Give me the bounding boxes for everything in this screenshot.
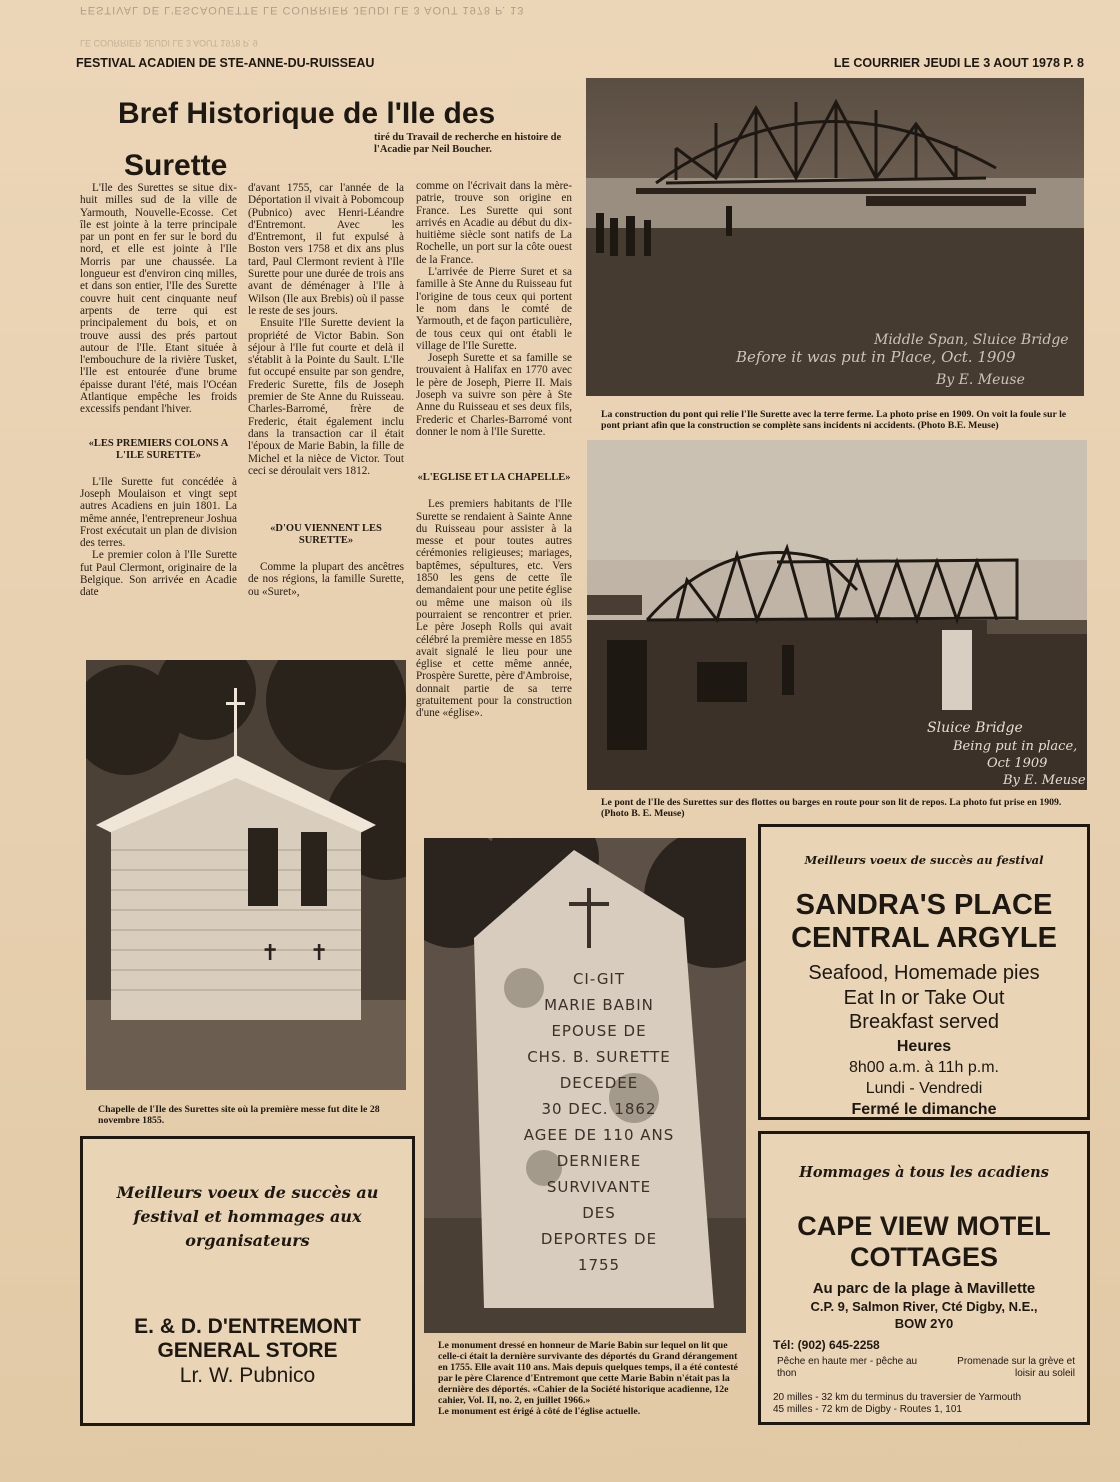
monument-inscription-line: CI-GIT — [572, 970, 626, 988]
bridge-photo-illustration — [586, 78, 1084, 396]
paragraph: Le premier colon à l'Ile Surette fut Paul Clermont, originaire de la Belgique. Son arrivée en Acadie date — [80, 549, 237, 599]
monument-inscription-line: DERNIERE — [556, 1152, 642, 1170]
bleed-through-text: FESTIVAL DE L'ESCAOUETTE LE COURRIER JEUDI LE 3 AOUT 1978 P. 13 — [80, 4, 525, 16]
bridge-construction-photo — [586, 78, 1084, 396]
monument-inscription-line: AGEE DE 110 ANS — [523, 1126, 675, 1144]
page-header-date: LE COURRIER JEUDI LE 3 AOUT 1978 P. 8 — [833, 56, 1084, 70]
photo-handwriting: Oct 1909 — [987, 756, 1048, 771]
monument-inscription-line: SURVIVANTE — [546, 1178, 652, 1196]
paragraph: Joseph Surette et sa famille se trouvaient à Halifax en 1770 avec le père de Joseph, Pierre II. Mais Joseph va suivre son père à Ste Anne du Ruisseau et ses deux fils, Frederic et Charles-Barromé vont donner le nom à l'Ile Surette. — [416, 352, 572, 438]
title-line-2: Surette — [124, 149, 228, 182]
photo-handwriting: By E. Meuse — [936, 372, 1025, 388]
monument-caption — [438, 1340, 748, 1417]
paragraph: L'Ile Surette fut concédée à Joseph Moulaison et vingt sept autres Acadiens en juin 1801. La même année, l'entrepreneur Joshua Frost exécutait un plan de division des terres. — [80, 475, 237, 550]
monument-inscription-line: CHS. B. SURETTE — [527, 1048, 671, 1066]
ad-store-name-line2: GENERAL STORE — [157, 1339, 338, 1362]
ad-business-name-line1: SANDRA'S PLACE — [795, 889, 1053, 921]
paragraph: L'Ile des Surettes se situe dix-huit milles sud de la ville de Yarmouth, Nouvelle-Ecosse. Cet île est jointe à la terre principale par un pont en fer sur le bord du nord, et elle est jointe à l'Ile Morris par une chaussée. La longueur est d'environ cinq milles, et dans son entier, l'Ile des Surette couvre huit cent cinquante neuf arpents de terre qui est principalement du bois, et on trouve aussi des prés partout autour de l'Ile. Etant située à l'embouchure de la rivière Tusket, l'Ile est entourée d'une brume épaisse durant l'été, mais l'Océan Atlantique empêche les froids excessifs pendant l'hiver. — [80, 182, 237, 416]
chapel-photo — [86, 660, 406, 1090]
monument-photo — [424, 838, 746, 1333]
chapel-caption: Chapelle de l'Ile des Surettes site où la première messe fut dite le 28 novembre 1855. — [98, 1104, 380, 1126]
ad-greeting: Meilleurs voeux de succès au festival et hommages aux organisateurs — [116, 1183, 379, 1250]
paragraph: Ensuite l'Ile Surette devient la propriété de Victor Babin. Son séjour à l'Ile fut courte et delà il s'établit à la Pointe du Sault. L'Ile fut occupé ensuite par son gendre, Frederic Surette, fils de Joseph premier de Ste Anne du Ruisseau. Charles-Barromé, frère de Frederic, était également inclu dans la transaction car il était l'époux de Marie Babin, la fille de Michel et la nièce de Victor. Tout ceci se déroulait vers 1812. — [248, 317, 404, 477]
ad-note-left: Pêche en haute mer - pêche au thon — [777, 1356, 918, 1379]
title-line-1: Bref Historique de l'Ile des — [118, 97, 496, 130]
ad-line: C.P. 9, Salmon River, Cté Digby, N.E., — [810, 1299, 1038, 1314]
svg-text:✝: ✝ — [310, 941, 329, 966]
subheading: «L'EGLISE ET LA CHAPELLE» — [417, 472, 571, 484]
chapel-illustration — [86, 660, 406, 1090]
bridge-barge-caption: Le pont de l'Ile des Surettes sur des flottes ou barges en route pour son lit de repos. La photo fut prise en 1909. (Photo B. E. Meuse) — [601, 797, 1062, 819]
subheading: «LES PREMIERS COLONS A L'ILE SURETTE» — [88, 437, 229, 461]
ad-store-name-line1: E. & D. D'ENTREMONT — [134, 1315, 361, 1338]
ad-line: Seafood, Homemade pies — [808, 962, 1040, 984]
ad-days: Lundi - Vendredi — [865, 1080, 983, 1097]
monument-inscription-line: EPOUSE DE — [551, 1022, 647, 1040]
monument-inscription-line: 1755 — [577, 1256, 621, 1274]
paragraph: d'avant 1755, car l'année de la Déportation il vivait à Pobomcoup (Pubnico) avec Henri-Léandre d'Entremont. Avec les d'Entremont, il fut expulsé à Boston vers 1758 et dix ans plus tard, Paul Clermont revient à l'Ile Surette pour une durée de trois ans avant de déménager à l'Ile à Wilson (Ile aux Brebis) où il passe le reste de ses jours. — [248, 182, 404, 317]
monument-inscription-line: DES — [582, 1204, 616, 1222]
article-column-2 — [248, 182, 404, 598]
ad-line: Eat In or Take Out — [843, 987, 1005, 1009]
ad-hours-label: Heures — [896, 1038, 952, 1055]
ad-dentremont-general-store — [80, 1136, 415, 1426]
monument-inscription-line: MARIE BABIN — [544, 996, 654, 1014]
monument-caption-text: Le monument dressé en honneur de Marie Babin sur lequel on lit que celle-ci était la dernière survivante des déportés du Grand dérangement en 1755. Elle avait 110 ans. Mais depuis quelques temps, il a été contesté par le père Clarence d'Entremont que cette Marie Babin n'était pas la dernière des déportés. «Cahier de la Société historique acadienne, 12e cahier, Vol. II, no. 2, en juillet 1966.» — [438, 1340, 738, 1406]
ad-business-name-line2: COTTAGES — [850, 1242, 998, 1272]
ad-greeting: Hommages à tous les acadiens — [799, 1164, 1049, 1181]
photo-handwriting: By E. Meuse — [1003, 773, 1086, 788]
photo-handwriting: Being put in place, — [953, 739, 1078, 754]
photo-handwriting: Sluice Bridge — [927, 720, 1023, 736]
bridge-photo-illustration — [587, 440, 1087, 790]
article-column-1 — [80, 182, 237, 599]
bleed-through-text-2: LE COURRIER JEUDI LE 3 AOUT 1978 P. 9 — [80, 38, 258, 48]
paragraph: comme on l'écrivait dans la mère-patrie, trouve son origine en France. Les Surette qui sont arrivés en Acadie au début du dix-huitième siècle sont natifs de La Rochelle, un port sur la côte ouest de la France. — [416, 180, 572, 266]
svg-text:✝: ✝ — [261, 941, 280, 966]
monument-inscription-line: DECEDEE — [559, 1074, 639, 1092]
monument-inscription — [494, 966, 704, 1278]
ad-line: Au parc de la plage à Mavillette — [812, 1280, 1036, 1297]
article-byline: tiré du Travail de recherche en histoire de l'Acadie par Neil Boucher. — [374, 132, 562, 155]
section-header: FESTIVAL ACADIEN DE STE-ANNE-DU-RUISSEAU — [76, 56, 375, 70]
ad-closed: Fermé le dimanche — [851, 1101, 997, 1118]
photo-handwriting: Before it was put in Place, Oct. 1909 — [736, 348, 1016, 366]
ad-distance-1: 20 milles - 32 km du terminus du traversier de Yarmouth — [773, 1392, 1022, 1403]
photo-handwriting: Middle Span, Sluice Bridge — [874, 332, 1069, 348]
ad-business-name-line1: CAPE VIEW MOTEL — [797, 1211, 1051, 1241]
ad-phone: Tél: (902) 645-2258 — [773, 1338, 880, 1352]
paragraph: Comme la plupart des ancêtres de nos régions, la famille Surette, ou «Suret», — [248, 561, 404, 598]
ad-notes-row — [761, 1352, 1087, 1380]
ad-line: BOW 2Y0 — [894, 1316, 954, 1331]
ad-line: Breakfast served — [848, 1011, 1000, 1033]
ad-greeting: Meilleurs voeux de succès au festival — [804, 853, 1044, 867]
monument-inscription-line: DEPORTES DE — [540, 1230, 658, 1248]
ad-store-location: Lr. W. Pubnico — [179, 1364, 316, 1387]
ad-sandras-place — [758, 824, 1090, 1120]
monument-inscription-line: 30 DEC. 1862 — [541, 1100, 657, 1118]
paragraph: L'arrivée de Pierre Suret et sa famille à Ste Anne du Ruisseau fut l'origine de tous ceux qui portent le nom dans le comté de Yarmouth, et de façon particulière, de tous ceux qui ont établi le village de l'Ile Surette. — [416, 266, 572, 352]
ad-cape-view-motel — [758, 1131, 1090, 1425]
ad-note-right: Promenade sur la grève et loisir au soleil — [957, 1356, 1075, 1379]
paragraph: Les premiers habitants de l'Ile Surette se rendaient à Sainte Anne du Ruisseau pour assister à la messe et pour toutes autres cérémonies religieuses; mariages, baptêmes, sépultures, etc. Vers 1850 les gens de cette île demandaient pour une petite église ou même une maison où ils pourraient se rencontrer et prier. Le père Joseph Rolls qui avait célébré la première messe en 1855 avait signalé le lieu pour une église et cette même année, Prospère Surette, père d'Ambroise, donnait partie de sa terre gratuitement pour la construction d'une «église». — [416, 498, 572, 720]
ad-distance-2: 45 milles - 72 km de Digby - Routes 1, 101 — [773, 1404, 962, 1415]
ad-business-name-line2: CENTRAL ARGYLE — [791, 922, 1057, 954]
monument-caption-text-2: Le monument est érigé à côté de l'église actuelle. — [438, 1406, 641, 1417]
ad-hours: 8h00 a.m. à 11h p.m. — [848, 1059, 999, 1076]
subheading: «D'OU VIENNENT LES SURETTE» — [270, 523, 382, 547]
bridge-barge-photo — [587, 440, 1087, 790]
bridge-construction-caption: La construction du pont qui relie l'Ile Surette avec la terre ferme. La photo prise en 1909. On voit la foule sur le pont priant afin que la construction se complète sans incidents ni accidents. (Photo B.E. Meuse) — [601, 409, 1067, 431]
article-column-3 — [416, 180, 572, 720]
